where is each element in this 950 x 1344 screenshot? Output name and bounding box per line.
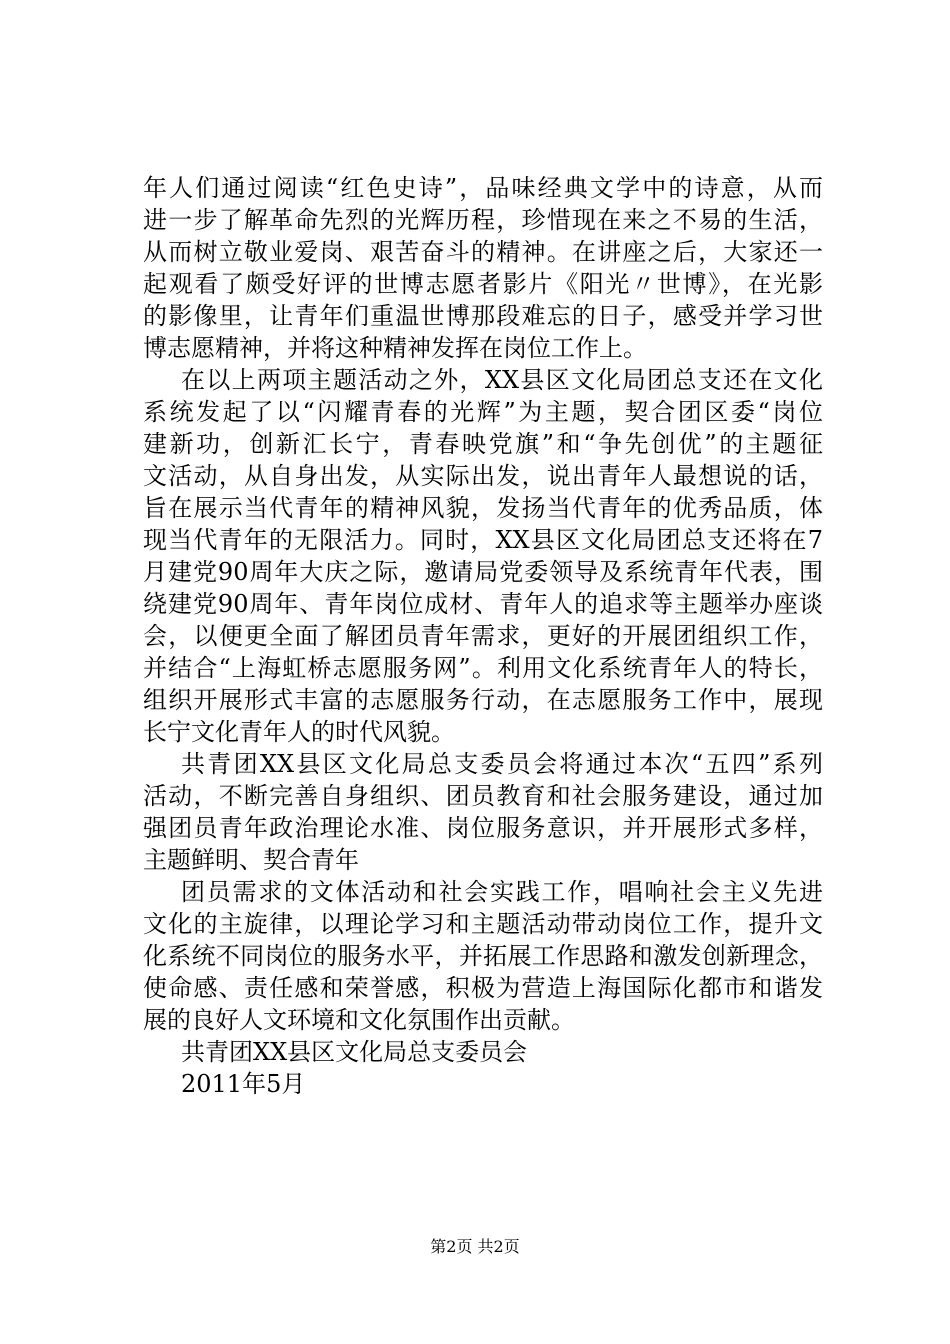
text-line: 的影像里，让青年们重温世博那段难忘的日子，感受并学习世 [143, 302, 823, 330]
text-line: 组织开展形式丰富的志愿服务行动，在志愿服务工作中，展现 [143, 686, 823, 714]
text-line: 现当代青年的无限活力。同时，XX县区文化局团总支还将在7 [143, 526, 823, 554]
text-line: 系统发起了以“闪耀青春的光辉”为主题，契合团区委“岗位 [143, 398, 823, 426]
text-line: 文活动，从自身出发，从实际出发，说出青年人最想说的话， [143, 462, 823, 490]
text-line: 共青团XX县区文化局总支委员会 [181, 1038, 528, 1066]
text-line: 团员需求的文体活动和社会实践工作，唱响社会主义先进 [181, 878, 823, 906]
text-line: 月建党90周年大庆之际，邀请局党委领导及系统青年代表，围 [143, 558, 823, 586]
text-line: 强团员青年政治理论水准、岗位服务意识，并开展形式多样， [143, 814, 823, 842]
text-line: 从而树立敬业爱岗、艰苦奋斗的精神。在讲座之后，大家还一 [143, 238, 823, 266]
text-line: 建新功，创新汇长宁，青春映党旗”和“争先创优”的主题征 [143, 430, 823, 458]
text-line: 会，以便更全面了解团员青年需求，更好的开展团组织工作， [143, 622, 823, 650]
text-line: 在以上两项主题活动之外，XX县区文化局团总支还在文化 [181, 366, 823, 394]
text-line: 进一步了解革命先烈的光辉历程，珍惜现在来之不易的生活， [143, 206, 823, 234]
text-line: 共青团XX县区文化局总支委员会将通过本次“五四”系列 [181, 750, 823, 778]
text-line: 起观看了颇受好评的世博志愿者影片《阳光〃世博》，在光影 [143, 270, 823, 298]
text-line: 活动，不断完善自身组织、团员教育和社会服务建设，通过加 [143, 782, 823, 810]
text-line: 旨在展示当代青年的精神风貌，发扬当代青年的优秀品质，体 [143, 494, 823, 522]
text-line: 展的良好人文环境和文化氛围作出贡献。 [143, 1006, 575, 1034]
text-line: 文化的主旋律，以理论学习和主题活动带动岗位工作，提升文 [143, 910, 823, 938]
document-body [143, 172, 823, 1100]
text-line: 2011年5月 [181, 1070, 306, 1098]
text-line: 年人们通过阅读“红色史诗”，品味经典文学中的诗意，从而 [143, 174, 823, 202]
page-footer: 第2页 共2页 [430, 1237, 520, 1256]
text-line: 博志愿精神，并将这种精神发挥在岗位工作上。 [143, 334, 647, 362]
text-line: 化系统不同岗位的服务水平，并拓展工作思路和激发创新理念， [143, 942, 823, 970]
text-line: 长宁文化青年人的时代风貌。 [143, 718, 455, 746]
text-line: 主题鲜明、契合青年 [143, 846, 359, 874]
text-line: 并结合“上海虹桥志愿服务网”。利用文化系统青年人的特长， [143, 654, 823, 682]
text-line: 绕建党90周年、青年岗位成材、青年人的追求等主题举办座谈 [143, 590, 823, 618]
text-line: 使命感、责任感和荣誉感，积极为营造上海国际化都市和谐发 [143, 974, 823, 1002]
